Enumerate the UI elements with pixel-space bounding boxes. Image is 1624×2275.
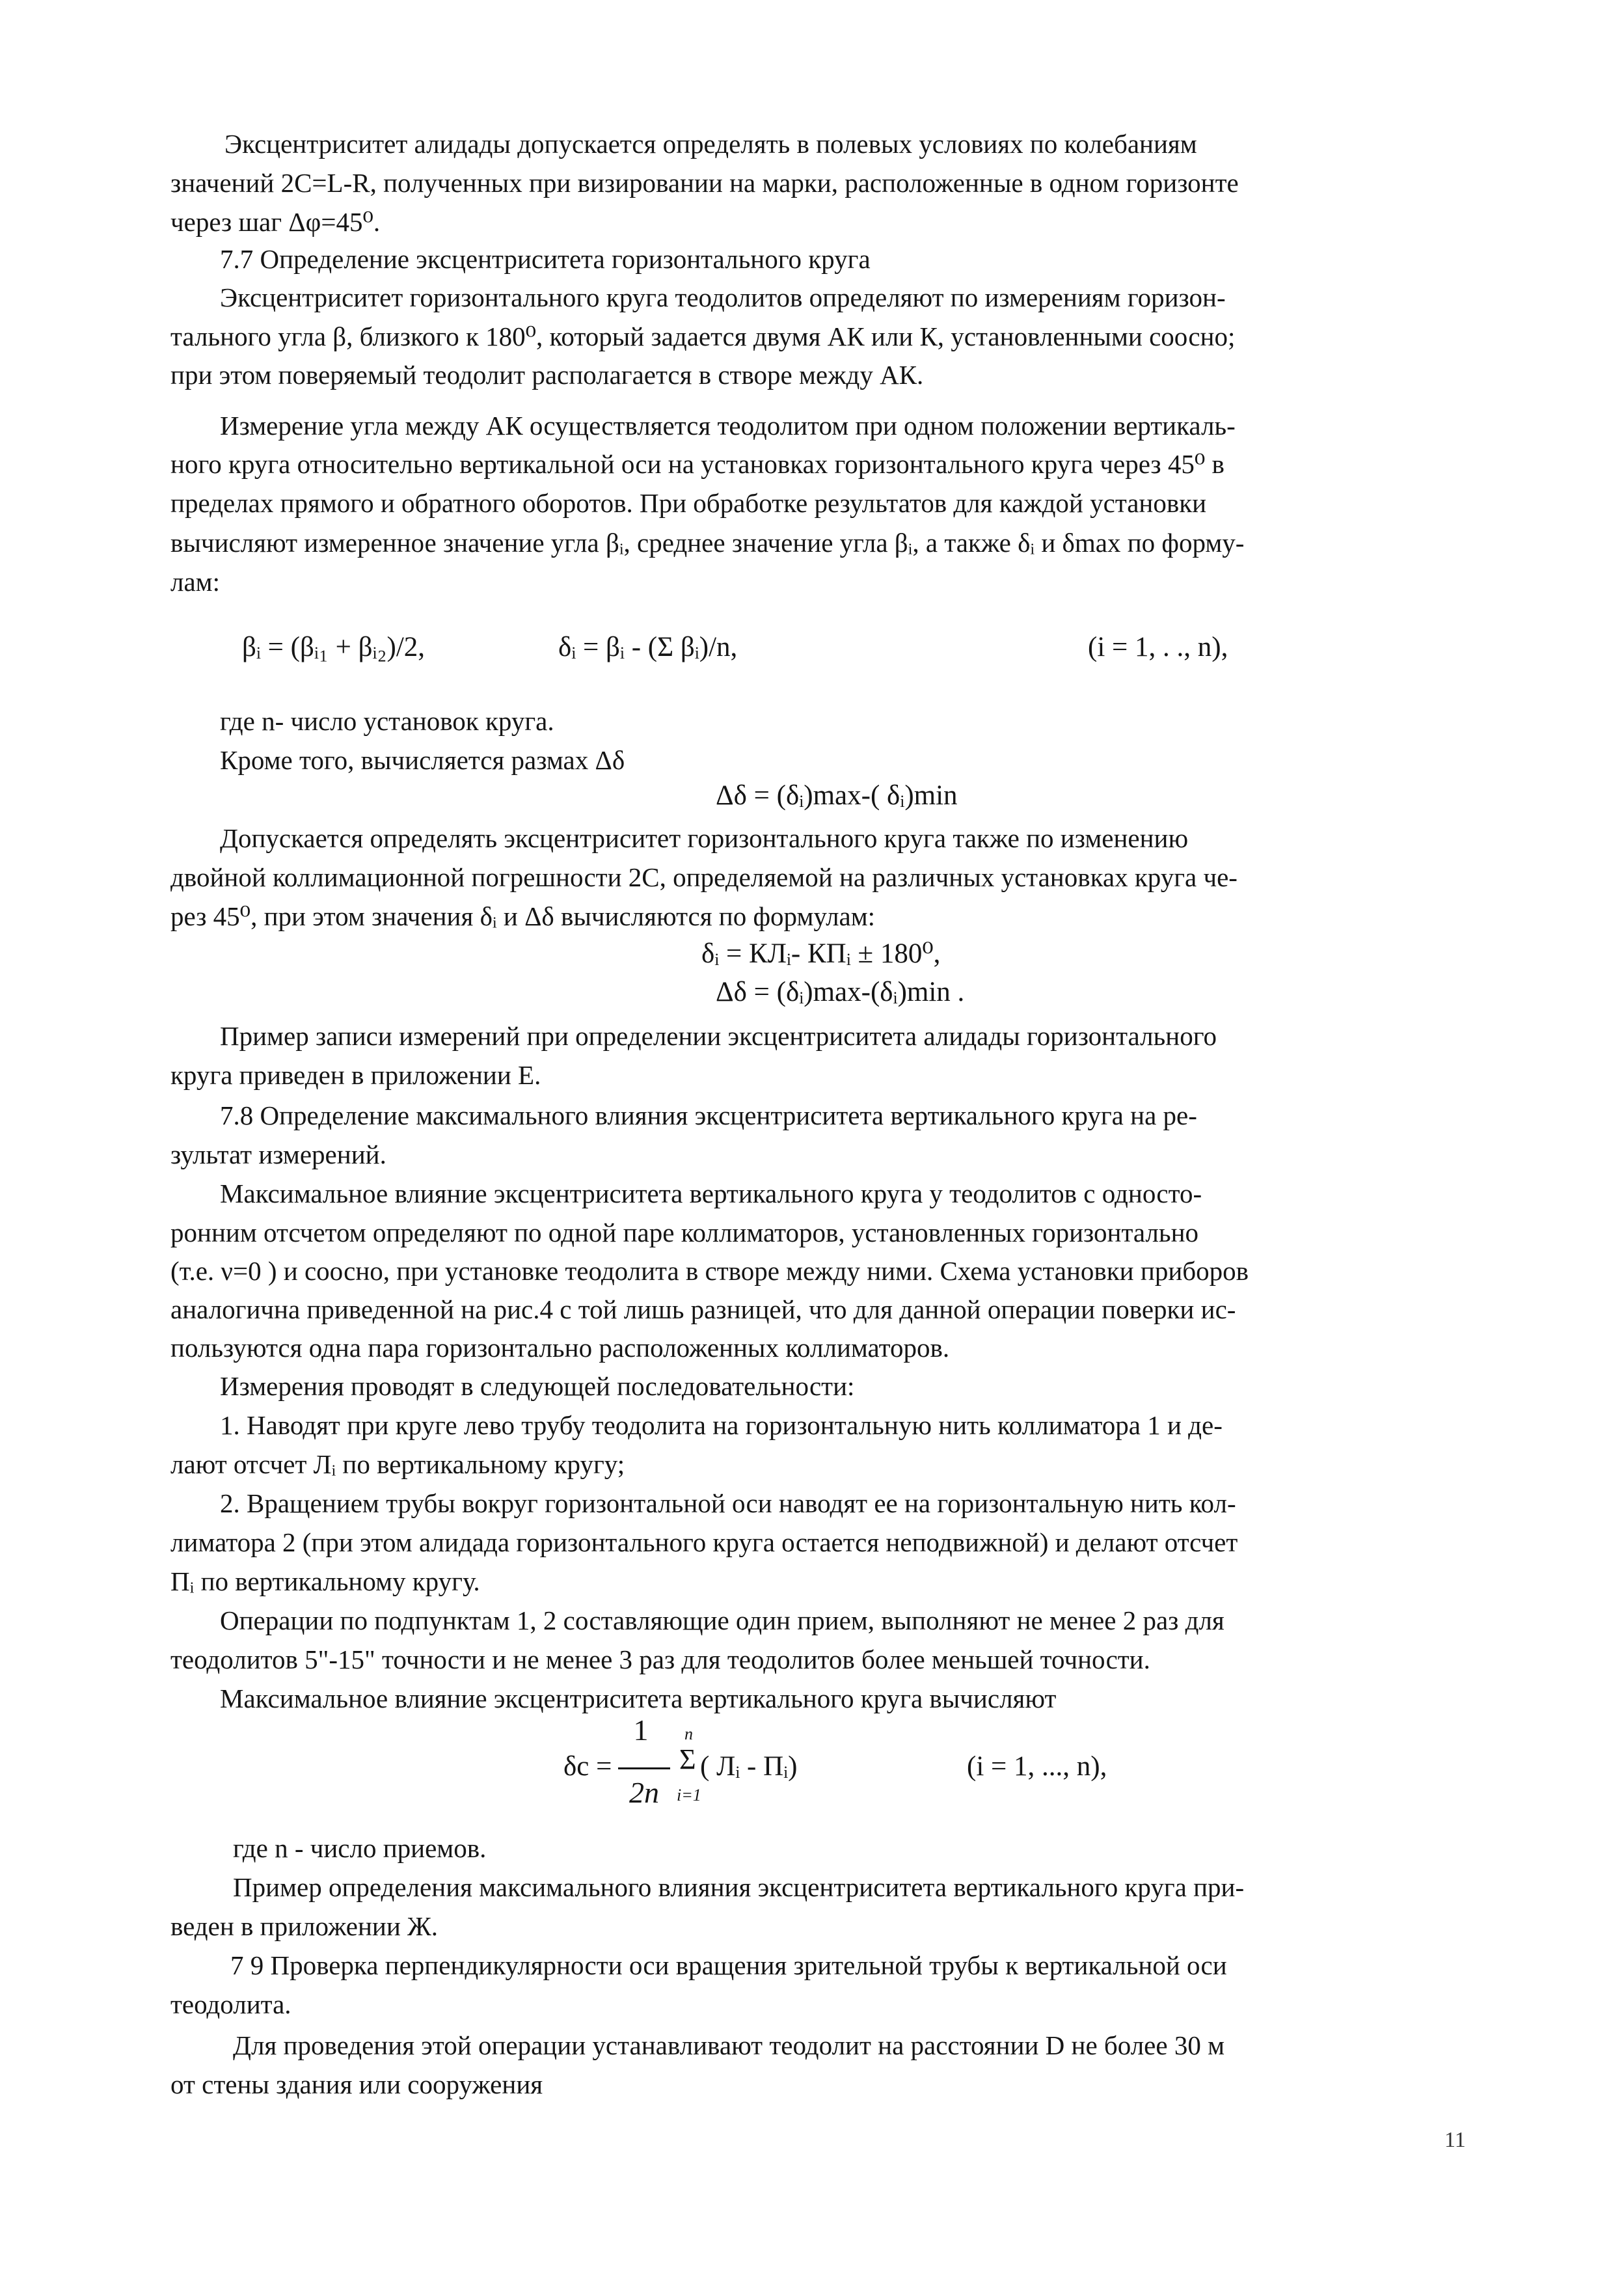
section-heading-7-9: 7 9 Проверка перпендикулярности оси вращения зрительной трубы к вертикальной оси xyxy=(230,1950,1227,1980)
text-line: Пᵢ по вертикальному кругу. xyxy=(170,1566,480,1596)
text-line: Допускается определять эксцентриситет горизонтального круга также по изменению xyxy=(220,823,1189,853)
text-line: ронним отсчетом определяют по одной паре коллиматоров, установленных горизонтально xyxy=(170,1218,1199,1247)
fraction-bar xyxy=(618,1767,670,1769)
text-line: Максимальное влияние эксцентриситета вертикального круга вычисляют xyxy=(220,1683,1057,1713)
text-line: двойной коллимационной погрешности 2С, определяемой на различных установках круга че- xyxy=(170,862,1238,892)
text-line: Пример определения максимального влияния эксцентриситета вертикального круга при- xyxy=(233,1872,1245,1902)
formula-delta-range-2: Δδ = (δᵢ)max-(δᵢ)min . xyxy=(716,977,965,1007)
fraction-numerator: 1 xyxy=(633,1713,649,1747)
text-line: пределах прямого и обратного оборотов. При обработке результатов для каждой установки xyxy=(170,488,1207,518)
formula-beta-mean: βᵢ = (βᵢ₁ + βᵢ₂)/2, xyxy=(242,632,426,662)
page-number: 11 xyxy=(1444,2128,1466,2152)
fraction-denominator: 2n xyxy=(629,1776,659,1809)
text-line: значений 2C=L-R, полученных при визировании на марки, расположенные в одном горизонте xyxy=(170,168,1239,198)
text-line: 1. Наводят при круге лево трубу теодолита на горизонтальную нить коллиматора 1 и де- xyxy=(220,1410,1223,1440)
text-line: теодолита. xyxy=(170,1989,291,2019)
text-line: рез 45⁰, при этом значения δᵢ и Δδ вычисляются по формулам: xyxy=(170,901,876,931)
text-line: Эксцентриситет горизонтального круга теодолитов определяют по измерениям горизон- xyxy=(220,282,1226,312)
text-line: Операции по подпунктам 1, 2 составляющие один прием, выполняют не менее 2 раз для xyxy=(220,1605,1225,1635)
text-line: Измерение угла между АК осуществляется теодолитом при одном положении вертикаль- xyxy=(220,411,1236,441)
sum-upper-limit: n xyxy=(684,1724,693,1743)
formula-delta-i: δᵢ = βᵢ - (Σ βᵢ)/n, xyxy=(558,632,738,662)
text-line: при этом поверяемый теодолит располагается в створе между АК. xyxy=(170,360,924,390)
text-line: Измерения проводят в следующей последовательности: xyxy=(220,1371,855,1401)
text-line: зультат измерений. xyxy=(170,1139,386,1169)
sum-body: ( Лᵢ - Пᵢ) xyxy=(700,1751,798,1782)
text-line: тального угла β, близкого к 180⁰, который задается двумя АК или К, установленными соосно; xyxy=(170,321,1236,351)
text-line: 2. Вращением трубы вокруг горизонтальной оси наводят ее на горизонтальную нить кол- xyxy=(220,1488,1236,1518)
text-line: вычисляют измеренное значение угла βᵢ, среднее значение угла βᵢ, а также δᵢ и δmax по форму- xyxy=(170,528,1245,558)
text-line: веден в приложении Ж. xyxy=(170,1911,439,1941)
text-line: круга приведен в приложении Е. xyxy=(170,1060,541,1090)
text-line: через шаг Δφ=45⁰. xyxy=(170,207,381,237)
sum-symbol: Σ xyxy=(679,1743,696,1775)
text-line: теодолитов 5"-15" точности и не менее 3 раз для теодолитов более меньшей точности. xyxy=(170,1644,1150,1674)
text-line: Кроме того, вычисляется размах Δδ xyxy=(220,745,625,775)
formula-index-range-2: (i = 1, ..., n), xyxy=(967,1751,1107,1782)
text-line: где n- число установок круга. xyxy=(220,706,554,736)
text-line: лают отсчет Лᵢ по вертикальному кругу; xyxy=(170,1449,625,1479)
text-line: Эксцентриситет алидады допускается определять в полевых условиях по колебаниям xyxy=(224,129,1197,159)
text-line: где n - число приемов. xyxy=(233,1833,487,1863)
sum-lower-limit: i=1 xyxy=(677,1786,701,1805)
text-line: Пример записи измерений при определении эксцентриситета алидады горизонтального xyxy=(220,1021,1217,1051)
text-line: пользуются одна пара горизонтально расположенных коллиматоров. xyxy=(170,1333,950,1363)
formula-delta-c-lhs: δc = xyxy=(563,1751,612,1782)
text-line: ного круга относительно вертикальной оси на установках горизонтального круга через 45⁰ в xyxy=(170,449,1225,479)
text-line: от стены здания или сооружения xyxy=(170,2069,543,2099)
text-line: лиматора 2 (при этом алидада горизонтального круга остается неподвижной) и делают отсчет xyxy=(170,1527,1238,1557)
text-line: Максимальное влияние эксцентриситета вертикального круга у теодолитов с односто- xyxy=(220,1178,1202,1208)
section-heading-7-7: 7.7 Определение эксцентриситета горизонтального круга xyxy=(220,244,871,274)
text-line: (т.е. ν=0 ) и соосно, при установке теодолита в створе между ними. Схема установки приборов xyxy=(170,1256,1249,1286)
formula-index-range: (i = 1, . ., n), xyxy=(1088,632,1228,662)
text-line: Для проведения этой операции устанавливают теодолит на расстоянии D не более 30 м xyxy=(233,2030,1225,2060)
section-heading-7-8: 7.8 Определение максимального влияния эксцентриситета вертикального круга на ре- xyxy=(220,1100,1197,1130)
text-line: аналогична приведенной на рис.4 с той лишь разницей, что для данной операции поверки ис- xyxy=(170,1294,1236,1324)
text-line: лам: xyxy=(170,567,220,597)
formula-delta-range: Δδ = (δᵢ)max-( δᵢ)min xyxy=(716,780,958,811)
formula-delta-i-collimation: δᵢ = КЛᵢ- КПᵢ ± 180⁰, xyxy=(701,938,941,969)
